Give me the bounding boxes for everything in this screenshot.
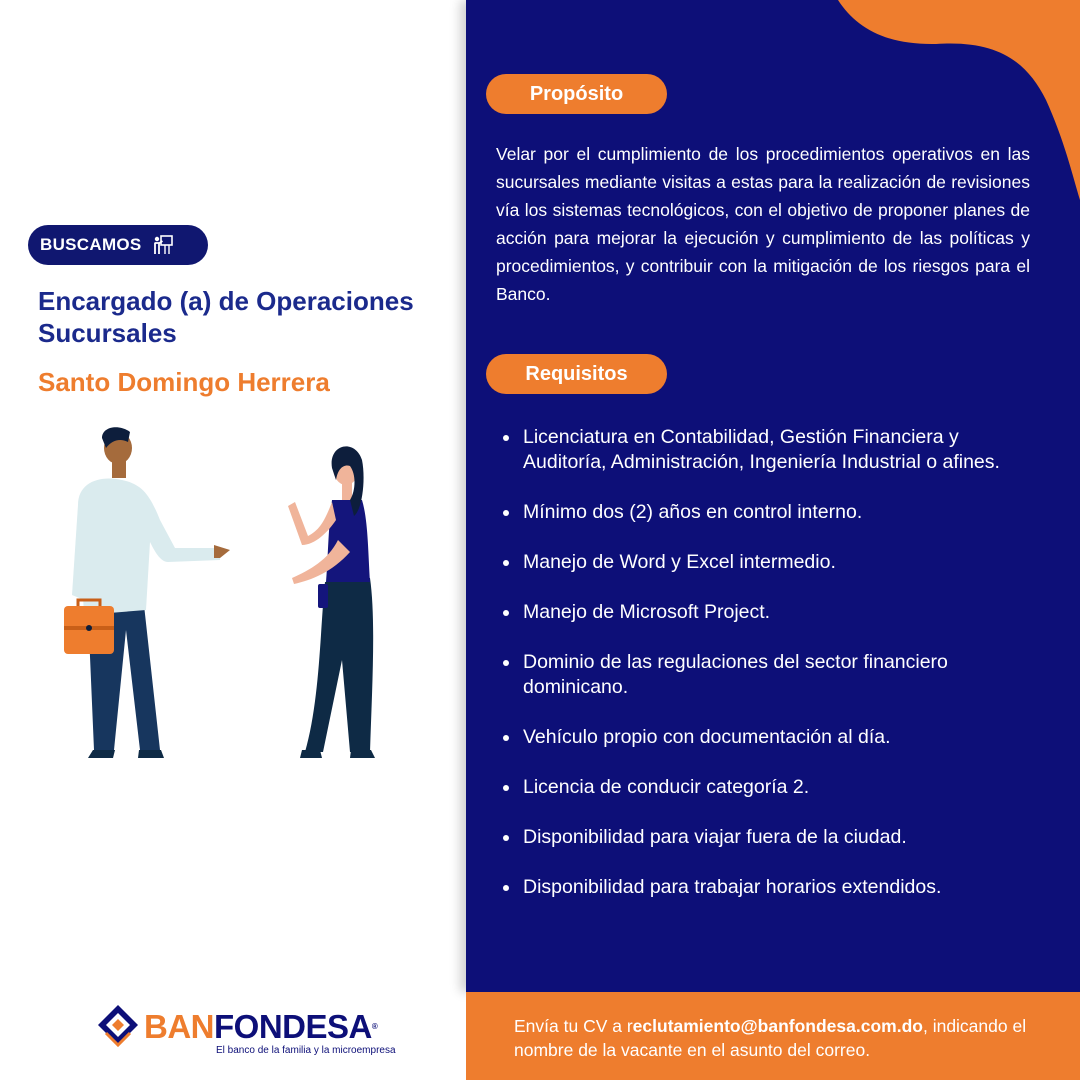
left-panel: [0, 0, 466, 1080]
footer-prefix: Envía tu CV a r: [514, 1016, 633, 1036]
buscamos-label: BUSCAMOS: [40, 235, 142, 254]
contact-email-link[interactable]: eclutamiento@banfondesa.com.do: [632, 1016, 923, 1036]
contact-footer: [466, 992, 1080, 1080]
job-title: Encargado (a) de Operaciones Sucursales: [38, 286, 414, 348]
requirement-item: Manejo de Word y Excel intermedio.: [496, 550, 1036, 575]
requirement-item: Manejo de Microsoft Project.: [496, 600, 1036, 625]
requirement-item: Disponibilidad para viajar fuera de la ciudad.: [496, 825, 1036, 850]
logo-mark-icon: [96, 1003, 140, 1053]
requirements-heading-pill: [486, 354, 667, 394]
logo-part-fondesa: FONDESA: [214, 1008, 372, 1045]
requirement-item: Dominio de las regulaciones del sector financiero dominicano.: [496, 650, 1036, 700]
logo-wordmark: [144, 1009, 377, 1045]
handshake-illustration: [50, 420, 410, 770]
purpose-heading: Propósito: [529, 82, 624, 105]
purpose-text: Velar por el cumplimiento de los procedimientos operativos en las sucursales mediante visitas a estas para la realización de revisiones vía los sistemas tecnológicos, con el objetivo de proponer planes de acción para mejorar la ejecución y cumplimiento de las políticas y procedimientos, y contribuir con la mitigación de los riesgos para el Banco.: [496, 144, 1030, 304]
footer-suffix: , indicando el nombre de la vacante en el asunto del correo.: [514, 1016, 1027, 1060]
requirement-item: Mínimo dos (2) años en control interno.: [496, 500, 1036, 525]
purpose-heading-pill: [486, 74, 667, 114]
job-location: Santo Domingo Herrera: [38, 367, 330, 397]
presenter-icon: [152, 234, 174, 256]
man-figure: [64, 427, 230, 758]
right-panel: [466, 0, 1080, 992]
banfondesa-logo: [96, 1003, 396, 1063]
requirements-heading: Requisitos: [525, 362, 628, 385]
requirement-item: Vehículo propio con documentación al día.: [496, 725, 1036, 750]
requirements-list: [496, 425, 1036, 925]
registered-mark: ®: [371, 1022, 378, 1031]
requirement-item: Licencia de conducir categoría 2.: [496, 775, 1036, 800]
buscamos-badge: [28, 225, 208, 265]
requirement-item: Licenciatura en Contabilidad, Gestión Financiera y Auditoría, Administración, Ingeniería Industrial o afines.: [496, 425, 1036, 475]
requirement-item: Disponibilidad para trabajar horarios extendidos.: [496, 875, 1036, 900]
logo-part-ban: BAN: [144, 1008, 214, 1045]
woman-figure: [288, 446, 375, 758]
logo-tagline: El banco de la familia y la microempresa: [216, 1045, 396, 1056]
